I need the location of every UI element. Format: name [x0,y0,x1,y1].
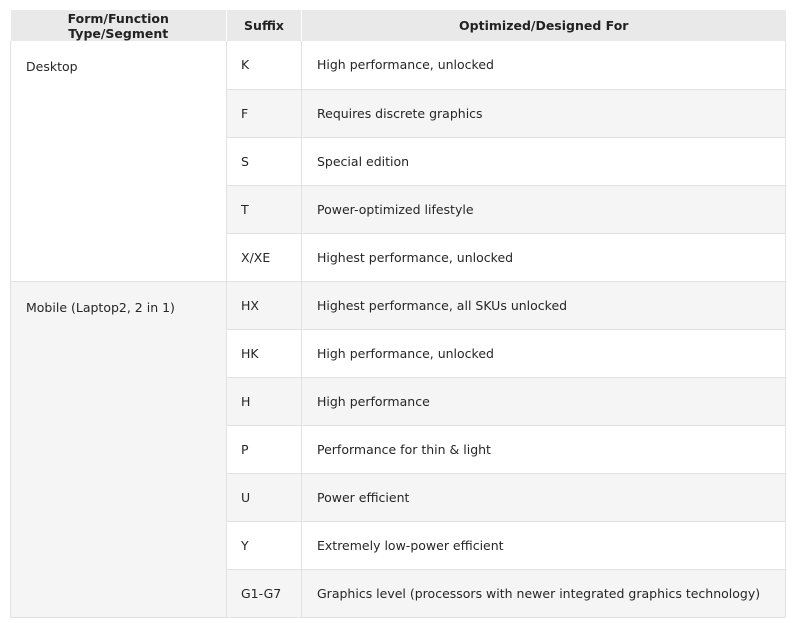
header-optimized-for: Optimized/Designed For [302,10,786,41]
suffix-cell: G1-G7 [227,569,302,617]
suffix-cell: Y [227,521,302,569]
suffix-cell: X/XE [227,233,302,281]
table-body [11,41,786,617]
description-cell: Highest performance, all SKUs unlocked [302,281,786,329]
suffix-cell: H [227,377,302,425]
description-cell: Highest performance, unlocked [302,233,786,281]
suffix-cell: U [227,473,302,521]
description-cell: Special edition [302,137,786,185]
processor-suffix-table [10,10,786,618]
segment-cell-desktop: Desktop [11,41,227,281]
suffix-cell: S [227,137,302,185]
description-cell: High performance, unlocked [302,329,786,377]
header-row [11,10,786,41]
suffix-cell: K [227,41,302,89]
table-row [11,281,786,329]
table-header [11,10,786,41]
description-cell: Performance for thin & light [302,425,786,473]
suffix-cell: HK [227,329,302,377]
suffix-cell: F [227,89,302,137]
suffix-cell: HX [227,281,302,329]
description-cell: Requires discrete graphics [302,89,786,137]
suffix-cell: T [227,185,302,233]
suffix-table-container [10,10,785,618]
description-cell: High performance, unlocked [302,41,786,89]
header-suffix: Suffix [227,10,302,41]
description-cell: Graphics level (processors with newer integrated graphics technology) [302,569,786,617]
header-segment: Form/Function Type/Segment [11,10,227,41]
description-cell: High performance [302,377,786,425]
segment-cell-mobile: Mobile (Laptop2, 2 in 1) [11,281,227,617]
suffix-cell: P [227,425,302,473]
description-cell: Power efficient [302,473,786,521]
description-cell: Extremely low-power efficient [302,521,786,569]
table-row [11,41,786,89]
description-cell: Power-optimized lifestyle [302,185,786,233]
